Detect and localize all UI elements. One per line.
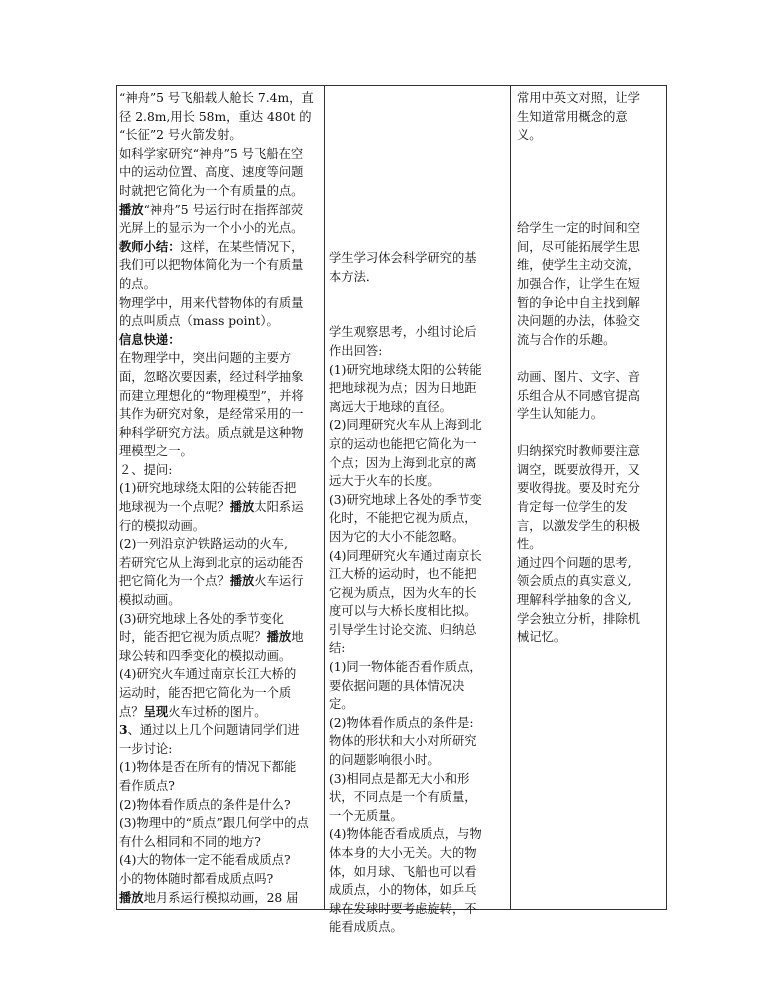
line-text: 运动时，能否把它简化为一个质 (119, 686, 292, 700)
text-line (329, 547, 505, 566)
text-line (119, 256, 324, 275)
text-line (517, 349, 663, 368)
text-line (119, 294, 324, 313)
text-line (329, 732, 505, 751)
line-text: 江大桥的运动时，也不能把 (329, 567, 477, 582)
text-line (119, 684, 324, 703)
line-text: 时，能否把它视为质点呢？ (119, 630, 267, 645)
text-line (119, 108, 324, 127)
line-text: 领会质点的真实意义, (517, 574, 632, 589)
text-line (329, 305, 505, 324)
line-text: “长征”2 号火箭发射。 (119, 128, 242, 143)
line-text: 能看成质点。 (329, 920, 403, 935)
line-text: 远大于火车的长度。 (329, 474, 440, 489)
text-line (119, 368, 324, 387)
line-text: 光屏上的显示为一个小小的光点。 (119, 221, 304, 236)
text-line (119, 331, 324, 350)
line-text: 流与合作的乐趣。 (517, 332, 616, 347)
line-text: 要收得拢。要及时充分 (517, 481, 640, 496)
text-line (517, 479, 663, 498)
text-line (119, 145, 324, 164)
line-text: 个点；因为上海到北京的离 (329, 455, 477, 470)
line-text: 学生认知能力。 (517, 407, 604, 422)
text-line (329, 249, 505, 268)
line-text: (4)同理研究火车通过南京长 (329, 548, 482, 563)
text-line (329, 472, 505, 491)
text-line (329, 379, 505, 398)
text-line (517, 201, 663, 220)
text-line (517, 442, 663, 461)
text-line (119, 498, 324, 517)
text-line (119, 721, 324, 740)
line-text: 一步讨论: (119, 741, 173, 756)
text-line (517, 219, 663, 238)
line-text: 面，忽略次要因素，经过科学抽象 (119, 369, 304, 384)
line-text: 模拟动画。 (119, 593, 181, 608)
line-text: 度可以与大桥长度相比拟。 (329, 604, 477, 619)
line-text: 火车过桥的图片。 (168, 704, 267, 719)
line-text: 物理学中，用来代替物体的有质量 (119, 295, 304, 310)
text-line (329, 807, 505, 826)
text-line (329, 900, 505, 919)
text-line (517, 238, 663, 257)
text-line (119, 851, 324, 870)
line-text: 暂的争论中自主找到解 (517, 295, 640, 310)
line-text: 把地球视为点；因为日地距 (329, 381, 477, 396)
text-line (329, 788, 505, 807)
text-line (329, 863, 505, 882)
text-line (329, 286, 505, 305)
line-text: 行的模拟动画。 (119, 518, 206, 533)
text-line (517, 610, 663, 629)
text-line (119, 219, 324, 238)
text-line (329, 825, 505, 844)
text-line (119, 442, 324, 461)
text-line (517, 424, 663, 443)
text-line (119, 554, 324, 573)
line-text: 学会独立分析，排除机 (517, 611, 640, 626)
text-line (119, 647, 324, 666)
line-text: 归纳探究时教师要注意 (517, 444, 640, 459)
line-text: 太阳系运 (254, 500, 304, 515)
line-text: 我们可以把物体简化为一个有质量 (119, 258, 304, 273)
line-text: 乐组合从不同感官提高 (517, 388, 640, 403)
line-text: 而建立理想化的“物理模型”，并将 (119, 388, 304, 403)
bold-keyword: 播放 (229, 573, 255, 589)
line-text: 种科学研究方法。质点就是这种物 (119, 425, 304, 440)
line-text: (3)研究地球上各处的季节变化 (119, 611, 284, 626)
line-text: 状，不同点是一个有质量， (329, 790, 477, 805)
text-line (517, 368, 663, 387)
line-text: ２、提问: (119, 462, 173, 477)
line-text: (1)物体是否在所有的情况下都能 (119, 760, 297, 775)
text-line (119, 275, 324, 294)
text-line (119, 461, 324, 480)
text-line (119, 777, 324, 796)
text-line (329, 844, 505, 863)
text-line (329, 639, 505, 658)
text-line (517, 554, 663, 573)
text-line (329, 677, 505, 696)
line-text: 理解科学抽象的含义, (517, 593, 632, 608)
text-line (119, 238, 324, 257)
line-text: (4)大的物体一定不能看成质点? (119, 853, 291, 868)
line-text: “神舟”5 号飞船载人舱长 7.4m，直 (119, 91, 314, 105)
text-line (329, 695, 505, 714)
line-text: 动画、图片、文字、音 (517, 369, 640, 384)
text-line (517, 108, 663, 127)
bold-keyword: 教师小结： (119, 238, 181, 254)
text-line (329, 918, 505, 937)
text-line (329, 268, 505, 287)
line-text: (1)研究地球绕太阳的公转能否把 (119, 481, 297, 496)
bold-keyword: 播放 (119, 201, 144, 217)
line-text: 本方法． (329, 269, 379, 284)
bold-keyword: 播放 (119, 889, 144, 905)
line-text: 在物理学中，突出问题的主要方 (119, 351, 292, 366)
text-line (119, 889, 324, 908)
text-line (517, 387, 663, 406)
line-text: 的点叫质点（mass point）。 (119, 314, 279, 329)
text-line (517, 294, 663, 313)
text-line (329, 770, 505, 789)
text-line (329, 342, 505, 361)
text-line (119, 405, 324, 424)
bold-keyword: 信息快递： (119, 331, 181, 347)
text-line (517, 461, 663, 480)
line-text: 点？ (119, 704, 144, 719)
text-line (329, 658, 505, 677)
line-text: 把它简化为一个点？ (119, 574, 230, 589)
text-line (329, 323, 505, 342)
line-text: 性。 (517, 537, 542, 552)
line-text: 结: (329, 641, 346, 656)
student-activity-column (329, 249, 505, 937)
line-text: 地月系运行模拟动画，28 届 (143, 890, 299, 905)
text-line (517, 145, 663, 164)
bold-keyword: 3 (119, 722, 128, 738)
lesson-table (116, 85, 667, 935)
text-line (119, 591, 324, 610)
text-line (119, 479, 324, 498)
text-line (329, 416, 505, 435)
column-divider (510, 86, 511, 909)
line-text: (1)研究地球绕太阳的公转能 (329, 362, 482, 377)
line-text: 有什么相同和不同的地方? (119, 834, 261, 849)
line-text: 离远大于地球的直径。 (329, 399, 452, 414)
line-text: 京的运动也能把它简化为一 (329, 436, 477, 451)
design-intent-column (517, 89, 663, 647)
line-text: 的点。 (119, 276, 156, 291)
line-text: 化时，不能把它视为质点， (329, 511, 477, 526)
bold-keyword: 播放 (229, 499, 255, 515)
text-line (119, 703, 324, 722)
text-line (329, 491, 505, 510)
line-text: 因为它的大小不能忽略。 (329, 529, 465, 544)
line-text: 维，使学生主动交流， (517, 258, 640, 273)
text-line (517, 498, 663, 517)
text-line (119, 814, 324, 833)
line-text: 球公转和四季变化的模拟动画。 (119, 648, 292, 663)
text-line (329, 454, 505, 473)
line-text: 地 (291, 630, 304, 645)
text-line (119, 517, 324, 536)
text-line (517, 591, 663, 610)
line-text: (3)物理中的“质点”跟几何学中的点 (119, 816, 309, 831)
line-text: 时就把它简化为一个有质量的点。 (119, 183, 304, 198)
line-text: (3)研究地球上各处的季节变 (329, 492, 482, 507)
line-text: 这样，在某些情况下， (180, 239, 304, 254)
line-text: 肯定每一位学生的发 (517, 500, 628, 515)
line-text: (2)物体看作质点的条件是什么? (119, 797, 291, 812)
text-line (517, 256, 663, 275)
text-line (329, 565, 505, 584)
line-text: 小的物体随时都看成质点吗? (119, 871, 274, 886)
text-line (329, 398, 505, 417)
line-text: 地球视为一个点呢？ (119, 500, 230, 515)
text-line (517, 331, 663, 350)
text-line (329, 509, 505, 528)
line-text: 要依据问题的具体情况决 (329, 678, 465, 693)
text-line (329, 881, 505, 900)
text-line (517, 405, 663, 424)
text-line (119, 182, 324, 201)
line-text: (2)物体看作质点的条件是: (329, 715, 474, 730)
text-line (119, 387, 324, 406)
text-line (517, 275, 663, 294)
line-text: 中的运动位置、高度、速度等问题 (119, 165, 304, 180)
text-line (329, 361, 505, 380)
line-text: 调空，既要放得开，又 (517, 462, 640, 477)
text-line (517, 628, 663, 647)
text-line (119, 610, 324, 629)
line-text: 加强合作，让学生在短 (517, 276, 640, 291)
text-line (517, 126, 663, 145)
line-text: “神舟”5 号运行时在指挥部荧 (143, 202, 304, 217)
line-text: 看作质点? (119, 778, 175, 793)
line-text: 言，以激发学生的积极 (517, 518, 640, 533)
text-line (517, 89, 663, 108)
line-text: 通过四个问题的思考, (517, 555, 632, 570)
line-text: 理模型之一。 (119, 444, 193, 459)
line-text: 物体的形状和大小对所研究 (329, 734, 477, 749)
bold-keyword: 播放 (266, 629, 292, 645)
text-line (119, 665, 324, 684)
line-text: 其作为研究对象，是经常采用的一 (119, 407, 304, 422)
line-text: 常用中英文对照，让学 (517, 91, 640, 105)
line-text: (1)同一物体能否看作质点， (329, 660, 482, 675)
line-text: 义。 (517, 128, 542, 143)
line-text: 作出回答: (329, 343, 383, 358)
text-line (329, 714, 505, 733)
line-text: 给学生一定的时间和空 (517, 221, 640, 236)
line-text: (2)同理研究火车从上海到北 (329, 418, 482, 433)
line-text: (3)相同点是都无大小和形 (329, 771, 470, 786)
teacher-activity-column (119, 89, 324, 907)
line-text: 械记忆。 (517, 630, 567, 645)
text-line (119, 833, 324, 852)
text-line (119, 126, 324, 145)
line-text: 体本身的大小无关。大的物 (329, 846, 477, 860)
line-text: 生知道常用概念的意 (517, 109, 628, 124)
line-text: 的问题影响很小时。 (329, 753, 440, 768)
line-text: 决问题的办法，体验交 (517, 314, 640, 329)
text-line (119, 628, 324, 647)
text-line (517, 312, 663, 331)
line-text: (4)研究火车通过南京长江大桥的 (119, 667, 297, 682)
line-text: 如科学家研究“神舟”5 号飞船在空 (119, 146, 304, 161)
line-text: 火车运行 (254, 574, 304, 589)
text-line (329, 435, 505, 454)
line-text: 间，尽可能拓展学生思 (517, 239, 640, 254)
text-line (517, 163, 663, 182)
text-line (119, 89, 324, 108)
text-line (517, 517, 663, 536)
text-line (517, 572, 663, 591)
line-text: 定。 (329, 697, 354, 712)
bold-keyword: 呈现 (143, 703, 169, 719)
text-line (517, 182, 663, 201)
text-line (329, 751, 505, 770)
line-text: (4)物体能否看成质点，与物 (329, 827, 482, 842)
line-text: 、通过以上几个问题请同学们进 (127, 723, 300, 738)
line-text: 它视为质点，因为火车的长 (329, 585, 477, 600)
text-line (119, 796, 324, 815)
text-line (329, 602, 505, 621)
text-line (119, 572, 324, 591)
line-text: 若研究它从上海到北京的运动能否 (119, 555, 304, 570)
text-line (329, 584, 505, 603)
line-text: 径 2.8m,用长 58m，重达 480t 的 (119, 109, 312, 124)
text-line (329, 621, 505, 640)
line-text: 成质点，小的物体，如乒乓 (329, 883, 477, 898)
text-line (119, 870, 324, 889)
line-text: (2)一列沿京沪铁路运动的火车, (119, 537, 288, 552)
line-text: 学生观察思考，小组讨论后 (329, 325, 477, 340)
text-line (517, 535, 663, 554)
text-line (119, 740, 324, 759)
text-line (119, 535, 324, 554)
text-line (119, 424, 324, 443)
line-text: 一个无质量。 (329, 808, 403, 823)
line-text: 体，如月球、飞船也可以看 (329, 864, 477, 879)
text-line (119, 312, 324, 331)
column-divider (324, 86, 325, 909)
text-line (119, 163, 324, 182)
text-line (119, 201, 324, 220)
text-line (119, 349, 324, 368)
text-line (329, 528, 505, 547)
line-text: 球在发球时要考虑旋转，不 (329, 901, 477, 916)
line-text: 引导学生讨论交流、归纳总 (329, 622, 477, 637)
text-line (119, 758, 324, 777)
line-text: 学生学习体会科学研究的基 (329, 251, 477, 265)
